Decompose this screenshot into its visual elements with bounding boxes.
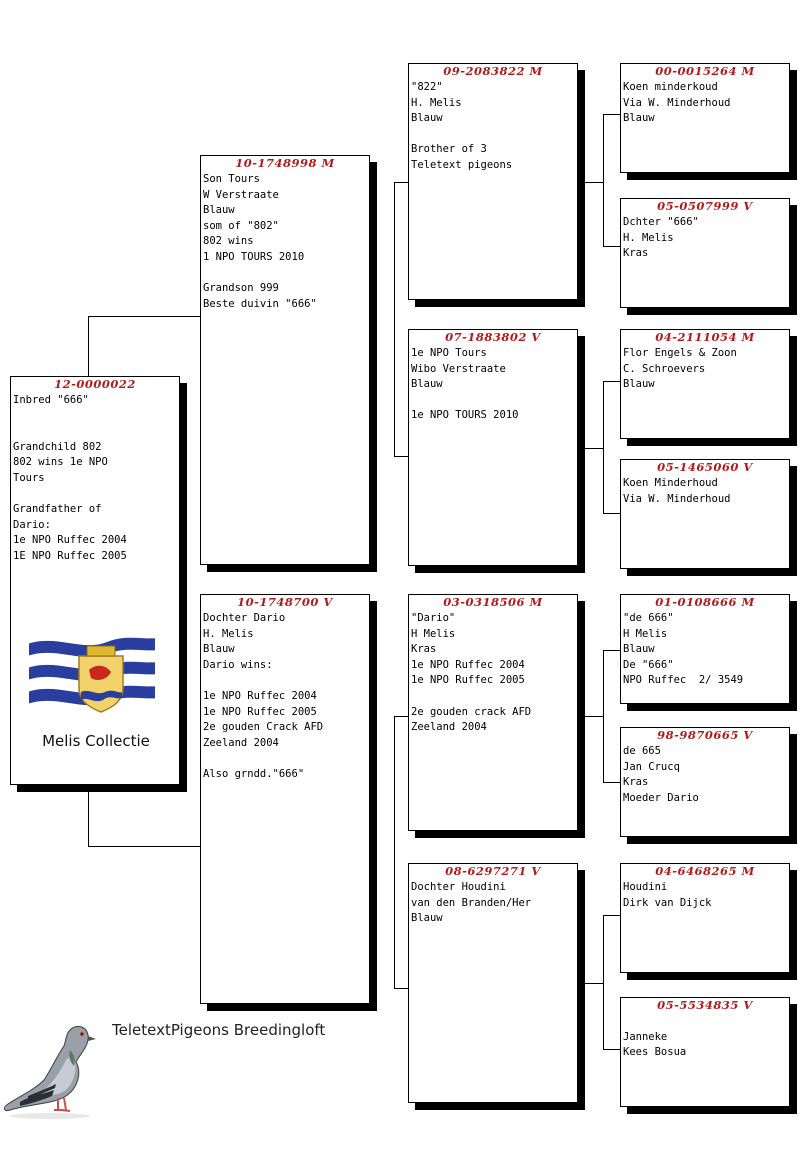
card-line: "de 666" [623, 612, 674, 624]
pedigree-card-dd-dam [620, 997, 790, 1107]
card-line: 1e NPO Tours [411, 347, 487, 359]
ring-number: 12-0000022 [54, 377, 136, 391]
ring-number: 10-1748998 M [235, 156, 335, 170]
connector [584, 182, 604, 183]
card-line: Son Tours [203, 173, 260, 185]
card-lines [621, 1012, 789, 1061]
card-line: 2e gouden crack AFD [411, 705, 532, 718]
card-line: Jan Crucq [623, 760, 680, 773]
card-line: Teletext pigeons [411, 158, 513, 171]
card-line: Blauw [411, 112, 443, 125]
card-lines [409, 78, 577, 174]
pedigree-card-ds-sire [620, 594, 790, 704]
pedigree-card-dam-sire [408, 594, 578, 831]
connector [394, 182, 408, 183]
card-line: van den Branden/Her [411, 896, 532, 909]
card-line: Grandfather of [13, 503, 102, 516]
card-line: Via W. Minderhoud [623, 96, 731, 109]
ring-number: 00-0015264 M [655, 64, 755, 78]
card-lines [621, 78, 789, 127]
card-line [13, 424, 179, 440]
card-line: Grandson 999 [203, 282, 279, 295]
card-line: H Melis [623, 627, 668, 640]
connector [394, 716, 408, 717]
card-line: Blauw [411, 912, 443, 925]
card-line: 2e gouden Crack AFD [203, 721, 324, 734]
ring-number: 05-0507999 V [657, 199, 753, 213]
pedigree-card-sd-sire [620, 329, 790, 439]
ring-number: 07-1883802 V [445, 330, 541, 344]
card-line: 1e NPO TOURS 2010 [411, 409, 519, 422]
card-line: Zeeland 2004 [203, 736, 279, 749]
card-lines [201, 609, 369, 783]
pedigree-card-ss-sire [620, 63, 790, 173]
card-lines [621, 742, 789, 806]
connector [603, 915, 604, 1049]
card-line: Janneke [623, 1030, 668, 1043]
connector [603, 513, 620, 514]
card-lines [621, 474, 789, 507]
card-line: Brother of 3 [411, 143, 487, 156]
card-line: Grandchild 802 [13, 440, 102, 453]
card-line [13, 409, 179, 425]
card-line: Dario: [13, 518, 51, 531]
card-line: Kras [411, 643, 437, 656]
pedigree-card-ds-dam [620, 727, 790, 837]
card-lines [621, 878, 789, 911]
pedigree-card-dd-sire [620, 863, 790, 973]
connector [603, 915, 620, 916]
card-line: som of "802" [203, 219, 279, 232]
connector [603, 114, 620, 115]
connector [603, 1049, 620, 1050]
card-line: 802 wins [203, 235, 254, 248]
connector [603, 114, 604, 246]
ring-number: 04-2111054 M [655, 330, 755, 344]
pedigree-card-ss-dam [620, 198, 790, 308]
card-line: Blauw [623, 112, 655, 125]
connector [584, 716, 604, 717]
connector [394, 716, 395, 988]
ring-number: 10-1748700 V [237, 595, 333, 609]
card-line: 1e NPO Ruffec 2004 [203, 689, 317, 702]
card-line: Kras [623, 776, 649, 789]
card-line: Blauw [623, 378, 655, 391]
card-line [13, 487, 179, 503]
card-line: Zeeland 2004 [411, 721, 487, 734]
pedigree-card-sire-dam [408, 329, 578, 566]
card-lines [621, 213, 789, 262]
card-lines [621, 609, 789, 689]
card-line: Moeder Dario [623, 791, 699, 804]
card-line: Dochter Dario [203, 612, 286, 624]
connector [603, 650, 604, 782]
pigeon-illustration [0, 1010, 100, 1120]
card-line: 1e NPO Ruffec 2005 [203, 705, 317, 718]
card-line: Also grndd."666" [203, 767, 305, 780]
card-line: Beste duivin "666" [203, 297, 317, 310]
card-line: C. Schroevers [623, 362, 706, 375]
card-line [411, 127, 577, 143]
card-line: 1E NPO Ruffec 2005 [13, 549, 127, 562]
card-line: Blauw [203, 204, 235, 217]
card-line: 1e NPO Ruffec 2004 [13, 534, 127, 547]
card-lines [409, 344, 577, 424]
card-line: 1 NPO TOURS 2010 [203, 250, 305, 263]
connector [603, 381, 604, 513]
card-line: Tours [13, 471, 45, 484]
card-lines [11, 391, 179, 565]
card-line: 802 wins 1e NPO [13, 456, 108, 469]
ring-number: 05-5534835 V [657, 998, 753, 1012]
card-line: de 665 [623, 745, 661, 757]
card-line: Via W. Minderhoud [623, 492, 731, 505]
card-line: H. Melis [411, 96, 462, 109]
connector [394, 456, 408, 457]
card-line [203, 673, 369, 689]
card-line: H Melis [411, 627, 456, 640]
card-line: H. Melis [623, 231, 674, 244]
card-line: Inbred "666" [13, 394, 89, 406]
card-line: Blauw [623, 643, 655, 656]
pedigree-card-dam-dam [408, 863, 578, 1103]
card-line: "Dario" [411, 612, 456, 624]
card-line: Dirk van Dijck [623, 896, 712, 909]
connector [603, 650, 620, 651]
connector [88, 785, 89, 847]
card-line: 1e NPO Ruffec 2004 [411, 658, 525, 671]
card-line [411, 393, 577, 409]
card-line: Kees Bosua [623, 1046, 687, 1059]
ring-number: 05-1465060 V [657, 460, 753, 474]
card-line [203, 751, 369, 767]
pedigree-card-subject [10, 376, 180, 785]
card-line: Wibo Verstraate [411, 362, 506, 375]
card-lines [621, 344, 789, 393]
connector [584, 983, 604, 984]
card-lines [409, 878, 577, 927]
card-line: Blauw [411, 378, 443, 391]
connector [584, 448, 604, 449]
connector [88, 316, 89, 376]
card-line [411, 689, 577, 705]
card-line: Flor Engels & Zoon [623, 347, 737, 359]
loft-name: TeletextPigeons Breedingloft [112, 1021, 326, 1039]
ring-number: 04-6468265 M [655, 864, 755, 878]
pedigree-card-dam [200, 594, 370, 1004]
card-line: Blauw [203, 643, 235, 656]
card-line: Dochter Houdini [411, 881, 506, 893]
pedigree-card-sd-dam [620, 459, 790, 569]
card-lines [201, 170, 369, 312]
card-line: De "666" [623, 658, 674, 671]
pedigree-card-sire [200, 155, 370, 565]
card-line: Houdini [623, 881, 668, 893]
connector [603, 782, 620, 783]
card-line: Koen Minderhoud [623, 477, 718, 489]
connector [603, 381, 620, 382]
connector [88, 846, 200, 847]
connector [603, 246, 620, 247]
connector [394, 182, 395, 456]
pedigree-card-sire-sire [408, 63, 578, 300]
card-line: "822" [411, 81, 443, 93]
card-line: 1e NPO Ruffec 2005 [411, 674, 525, 687]
connector [88, 316, 200, 317]
connector [394, 988, 408, 989]
logo-caption: Melis Collectie [42, 732, 150, 750]
card-line: Kras [623, 247, 649, 260]
ring-number: 09-2083822 M [443, 64, 543, 78]
ring-number: 01-0108666 M [655, 595, 755, 609]
card-line: H. Melis [203, 627, 254, 640]
card-line [623, 1014, 789, 1030]
card-line: Koen minderkoud [623, 81, 718, 93]
card-line: NPO Ruffec 2/ 3549 [623, 674, 744, 687]
ring-number: 08-6297271 V [445, 864, 541, 878]
card-line: Dchter "666" [623, 216, 699, 228]
card-lines [409, 609, 577, 736]
ring-number: 03-0318506 M [443, 595, 543, 609]
ring-number: 98-9870665 V [657, 728, 753, 742]
card-line: Dario wins: [203, 658, 273, 671]
card-line [203, 266, 369, 282]
zeeland-flag-logo [27, 628, 157, 723]
card-line: W Verstraate [203, 188, 279, 201]
